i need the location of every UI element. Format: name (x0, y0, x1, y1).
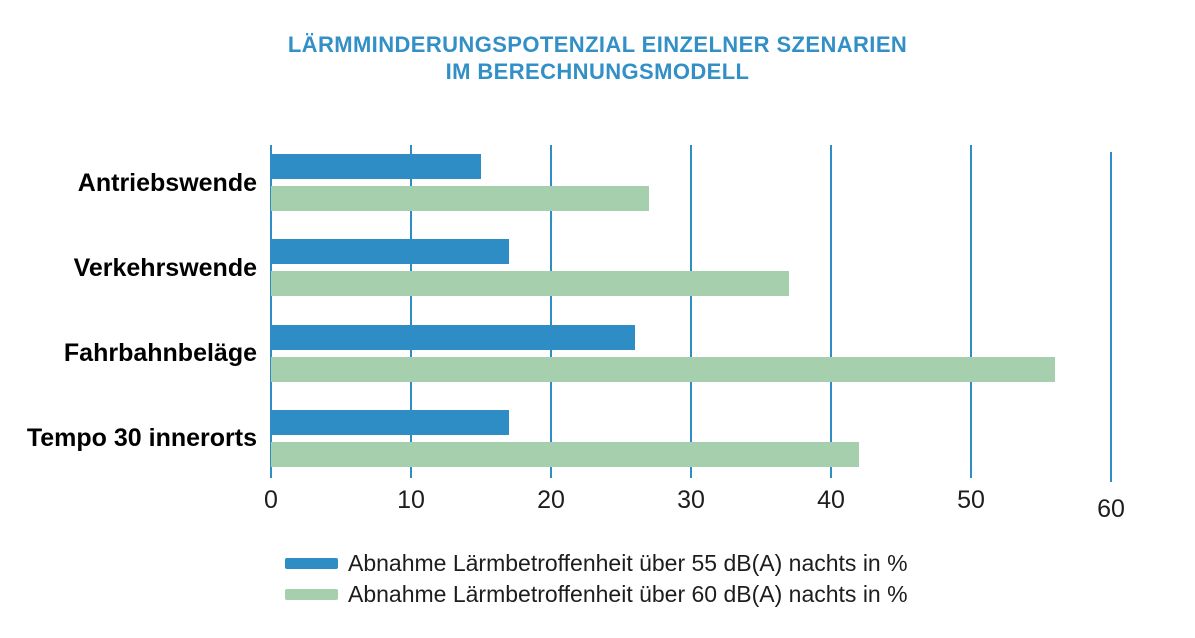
x-tick-label-50: 50 (957, 486, 985, 514)
bar-55db-2 (271, 239, 509, 264)
category-label-4: Tempo 30 innerorts (26, 424, 257, 453)
gridline-40 (830, 145, 832, 478)
legend-item-55db (285, 548, 908, 579)
gridline-60 (1110, 152, 1112, 482)
bar-60db-2 (271, 271, 789, 296)
x-tick-label-20: 20 (537, 486, 565, 514)
gridline-50 (970, 145, 972, 478)
bar-60db-3 (271, 357, 1055, 382)
category-label-1: Antriebswende (77, 168, 257, 197)
legend-item-60db (285, 579, 908, 610)
chart-title (0, 31, 1195, 85)
x-tick-label-30: 30 (677, 486, 705, 514)
legend (285, 548, 908, 610)
category-label-3: Fahrbahnbeläge (63, 339, 257, 368)
gridline-30 (690, 145, 692, 478)
bar-55db-3 (271, 325, 635, 350)
x-tick-label-60: 60 (1097, 495, 1125, 523)
plot-area (271, 145, 1111, 478)
legend-swatch-green (285, 589, 338, 600)
bar-55db-1 (271, 154, 481, 179)
bar-60db-4 (271, 442, 859, 467)
category-label-2: Verkehrswende (73, 253, 257, 282)
bar-60db-1 (271, 186, 649, 211)
chart-title-line1: LÄRMMINDERUNGSPOTENZIAL EINZELNER SZENARIEN (287, 32, 908, 57)
bar-55db-4 (271, 410, 509, 435)
legend-swatch-blue (285, 558, 338, 569)
legend-label-55db: Abnahme Lärmbetroffenheit über 55 dB(A) nachts in % (348, 550, 908, 576)
x-tick-label-40: 40 (817, 486, 845, 514)
x-tick-label-10: 10 (397, 486, 425, 514)
x-tick-label-0: 0 (264, 486, 278, 514)
chart-title-line2: IM BERECHNUNGSMODELL (445, 59, 750, 84)
legend-label-60db: Abnahme Lärmbetroffenheit über 60 dB(A) nachts in % (348, 581, 908, 607)
